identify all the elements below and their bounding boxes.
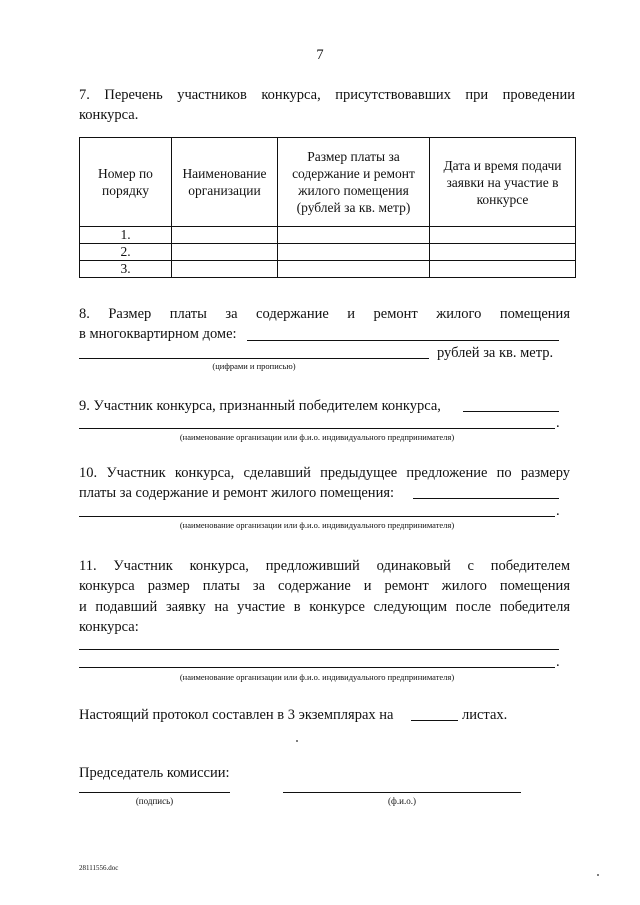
signature-line [79, 792, 230, 793]
table-cell [172, 227, 278, 244]
section9-caption: (наименование организации или ф.и.о. индивидуального предпринимателя) [179, 432, 455, 442]
table-row [80, 261, 576, 278]
header-date: Дата и время подачи заявки на участие в конкурсе [430, 138, 576, 227]
section7-line1: 7. Перечень участников конкурса, присутствовавших при проведении [79, 87, 575, 103]
page-number: 7 [316, 47, 324, 63]
sheets-blank-line [411, 720, 458, 721]
footer-filename: 28111556.doc [79, 864, 119, 872]
table-cell [278, 261, 430, 278]
table-cell [430, 244, 576, 261]
table-row [80, 227, 576, 244]
equal-offer-line-2 [79, 667, 555, 668]
previous-offer-name-line [79, 516, 555, 517]
section11-line3: и подавший заявку на участие в конкурсе следующим после победителя [79, 599, 570, 615]
row-number: 2. [80, 244, 172, 261]
row-number: 1. [80, 227, 172, 244]
row-number: 3. [80, 261, 172, 278]
section10-line2: платы за содержание и ремонт жилого помещения: [79, 485, 395, 501]
section11-line1: 11. Участник конкурса, предложивший одинаковый с победителем [79, 558, 570, 574]
signature-caption: (подпись) [135, 796, 174, 806]
section8-line2: в многоквартирном доме: [79, 326, 237, 342]
table-cell [430, 227, 576, 244]
equal-offer-line-1 [79, 649, 559, 650]
period-mark: . [556, 503, 560, 519]
section8-suffix: рублей за кв. метр. [437, 345, 554, 361]
winner-blank-line [463, 411, 559, 412]
section11-line4: конкурса: [79, 619, 139, 635]
table-cell [278, 227, 430, 244]
table-cell [278, 244, 430, 261]
protocol-suffix: листах. [462, 707, 508, 723]
header-organization: Наименование организации [172, 138, 278, 227]
section10-caption: (наименование организации или ф.и.о. индивидуального предпринимателя) [179, 520, 455, 530]
header-number: Номер по порядку [80, 138, 172, 227]
period-mark: . [556, 654, 560, 670]
fee-blank-line [247, 340, 559, 341]
period-mark: . [556, 415, 560, 431]
section8-caption: (цифрами и прописью) [212, 361, 296, 371]
scan-speck [597, 874, 599, 876]
chairman-label: Председатель комиссии: [79, 765, 230, 781]
table-cell [172, 244, 278, 261]
section11-line2: конкурса размер платы за содержание и ремонт жилого помещения [79, 578, 570, 594]
scan-speck [296, 740, 298, 742]
table-cell [430, 261, 576, 278]
fee-words-line [79, 358, 429, 359]
section7-line2: конкурса. [79, 107, 139, 123]
winner-name-line [79, 428, 555, 429]
section11-caption: (наименование организации или ф.и.о. индивидуального предпринимателя) [179, 672, 455, 682]
section9-line1: 9. Участник конкурса, признанный победителем конкурса, [79, 398, 441, 414]
section10-line1: 10. Участник конкурса, сделавший предыдущее предложение по размеру [79, 465, 570, 481]
name-caption: (ф.и.о.) [388, 796, 416, 806]
protocol-prefix: Настоящий протокол составлен в 3 экземплярах на [79, 707, 394, 723]
previous-offer-blank-line [413, 498, 559, 499]
table-cell [172, 261, 278, 278]
table-row [80, 244, 576, 261]
participants-table [79, 137, 576, 278]
header-fee: Размер платы за содержание и ремонт жилого помещения (рублей за кв. метр) [278, 138, 430, 227]
section8-line1: 8. Размер платы за содержание и ремонт жилого помещения [79, 306, 570, 322]
name-line [283, 792, 521, 793]
